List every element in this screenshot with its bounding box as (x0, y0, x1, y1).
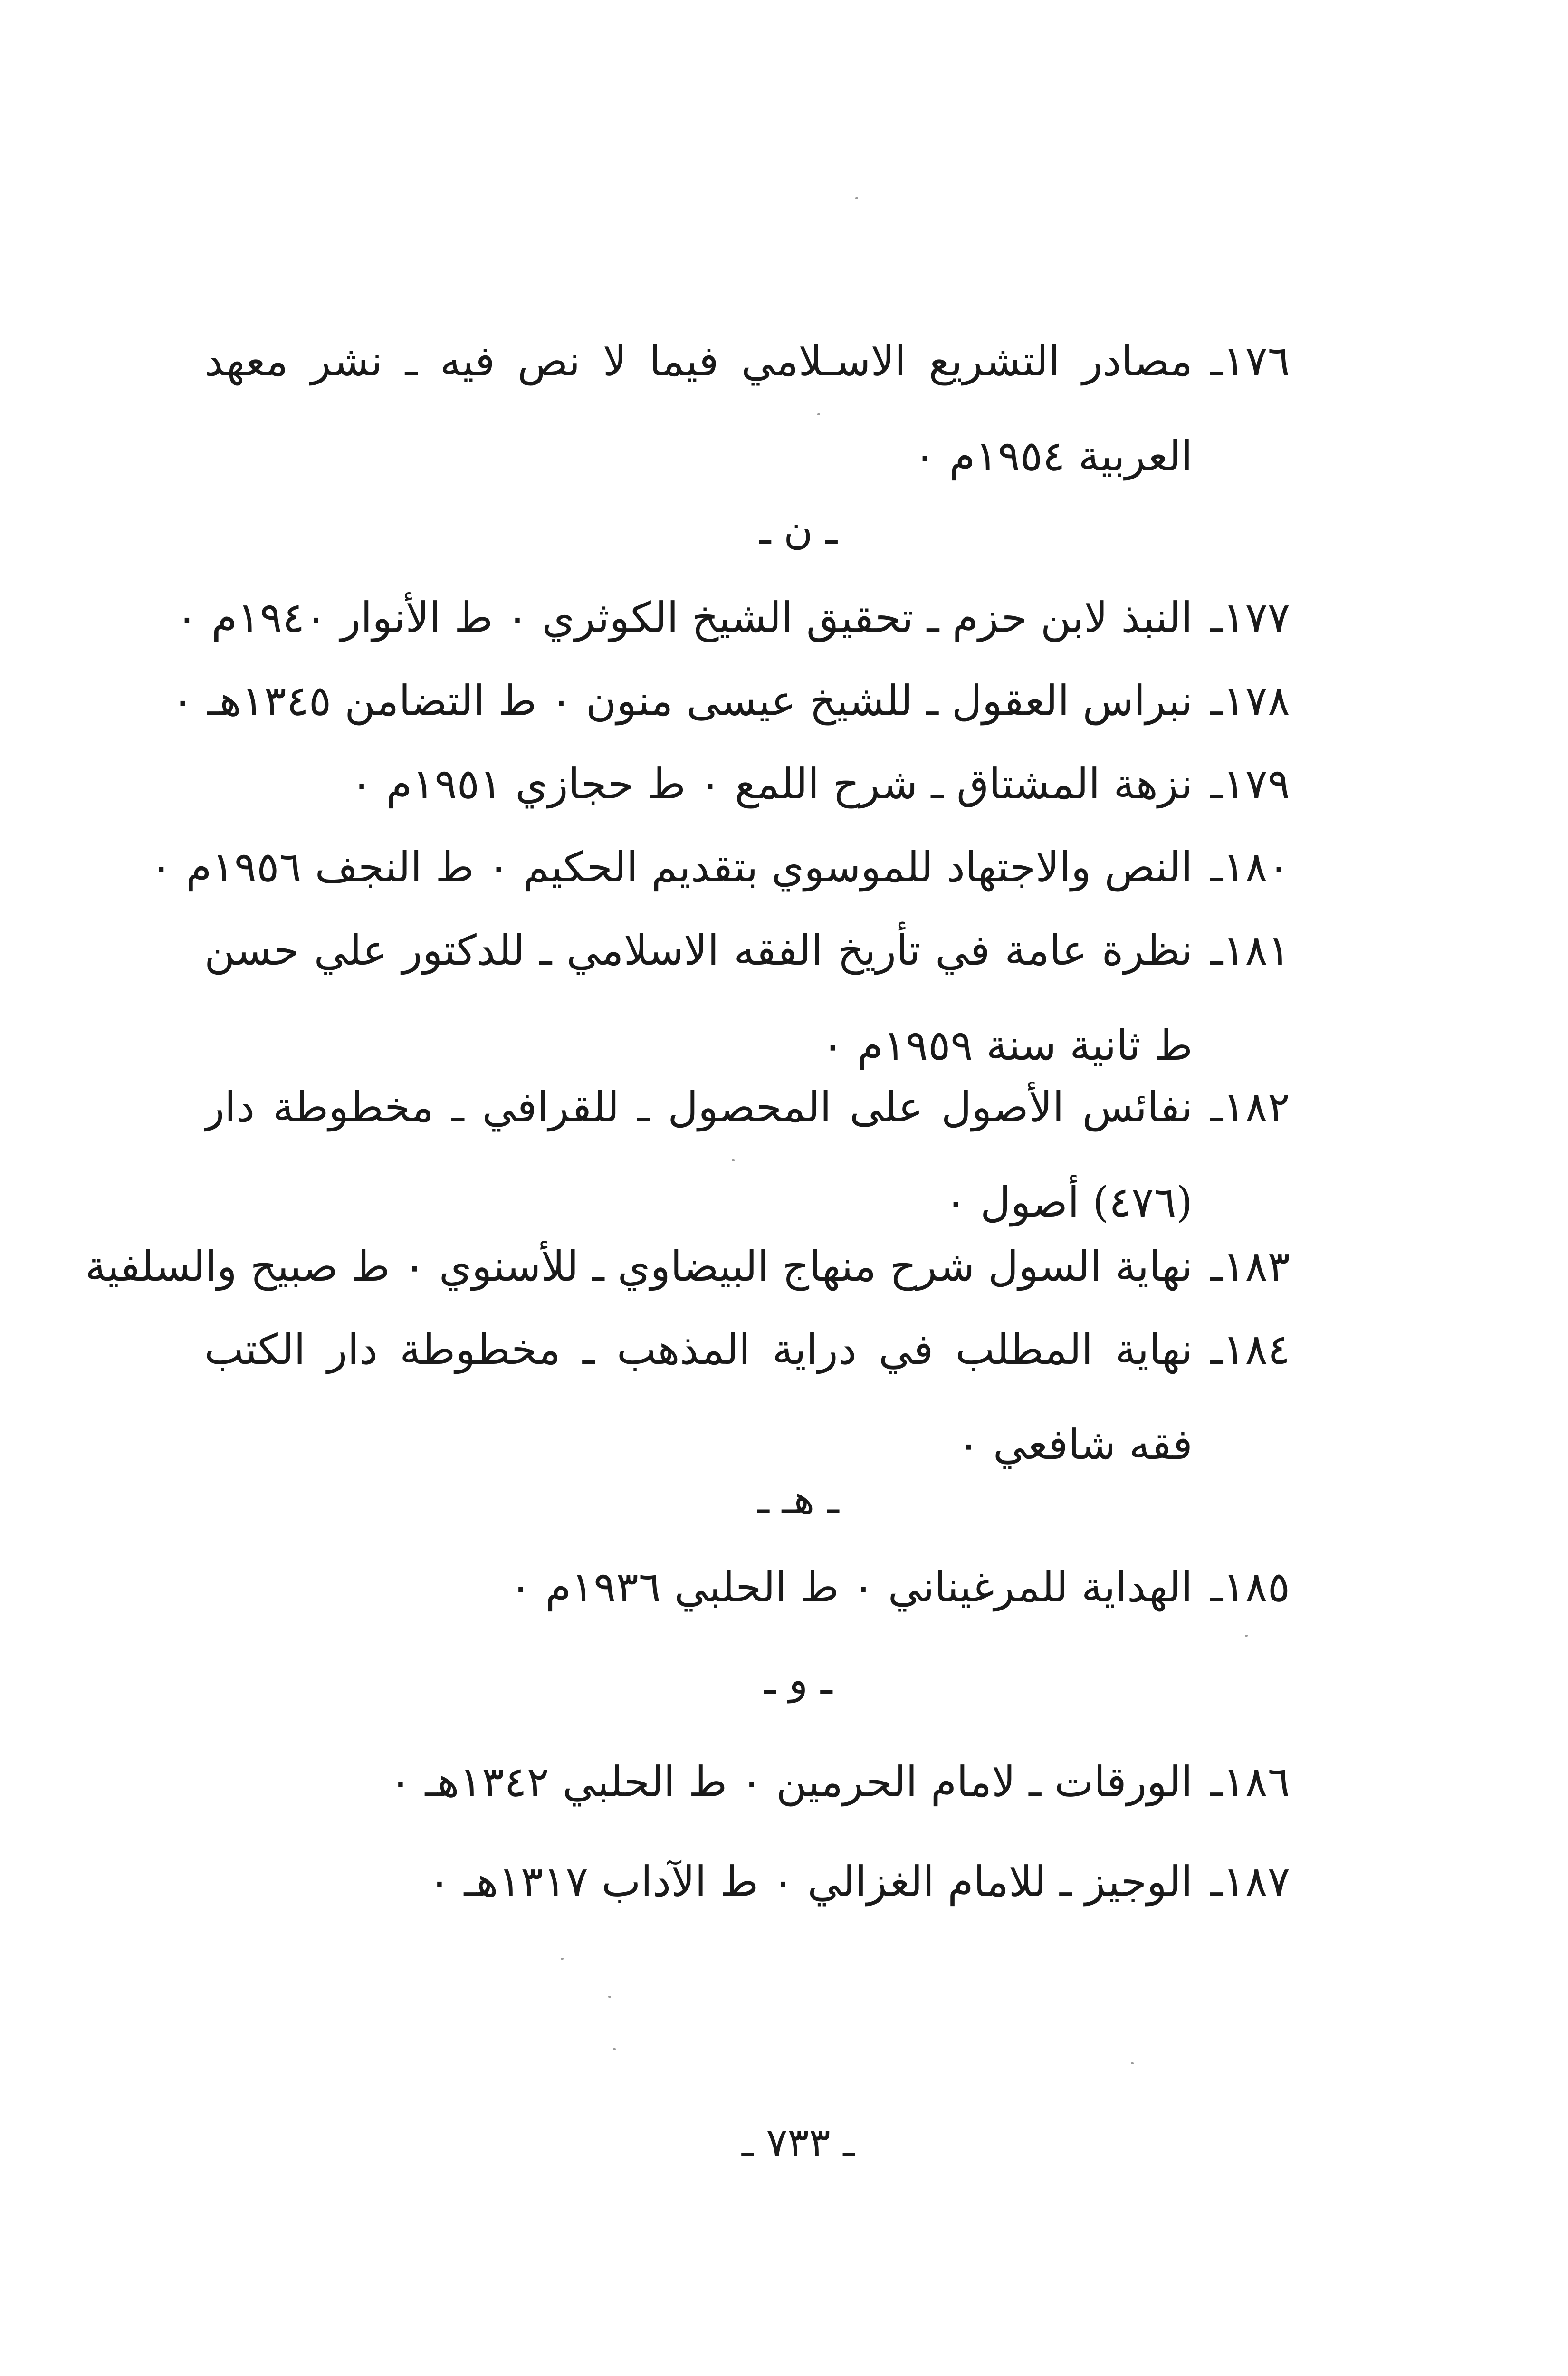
entry-text: الورقات ـ لامام الحرمين ٠ ط الحلبي ١٣٤٢هـ ٠ (389, 1757, 1193, 1806)
entry-text: مصادر التشريع الاسـلامي فيما لا نص فيه ـ نشر معهد (204, 336, 1193, 385)
scan-speck (1131, 2062, 1134, 2064)
entry-number: ١٧٧ـ (1210, 593, 1290, 642)
entry-text: النبذ لابن حزم ـ تحقيق الشيخ الكوثري ٠ ط الأنوار ١٩٤٠م ٠ (175, 593, 1193, 642)
bibliography-entry-186 (204, 1734, 1290, 1830)
bibliography-entry-179 (204, 737, 1290, 832)
entry-number: ١٨٤ـ (1210, 1325, 1290, 1374)
scan-speck (613, 2048, 616, 2050)
entry-line (204, 1302, 1290, 1397)
bibliography-entry-177 (175, 570, 1290, 665)
section-heading-waw: ـ و ـ (764, 1657, 832, 1703)
entry-text: نهاية المطلب في دراية المذهب ـ مخطوطة دار الكتب (204, 1325, 1193, 1374)
entry-line (175, 570, 1290, 665)
section-heading-ha: ـ هـ ـ (757, 1476, 839, 1523)
entry-line (171, 653, 1290, 748)
entry-line (204, 903, 1290, 998)
entry-number: ١٨٥ـ (1210, 1562, 1290, 1611)
entry-continuation: ط ثانية سنة ١٩٥٩م ٠ (821, 1021, 1193, 1070)
section-heading-nun: ـ ن ـ (759, 507, 838, 553)
entry-continuation: (٤٧٦) أصول ٠ (944, 1178, 1193, 1226)
bibliography-entry-185 (204, 1540, 1290, 1635)
entry-line (85, 1219, 1290, 1314)
entry-number: ١٨٣ـ (1210, 1242, 1290, 1291)
entry-number: ١٨٧ـ (1210, 1857, 1290, 1906)
entry-number: ١٨٢ـ (1210, 1083, 1290, 1131)
entry-number: ١٧٦ـ (1210, 336, 1290, 385)
entry-line (204, 737, 1290, 832)
entry-number: ١٨٠ـ (1210, 843, 1290, 891)
entry-text: نظرة عامة في تأريخ الفقه الاسلامي ـ للدكتور علي حسن (204, 926, 1193, 975)
scan-speck (855, 197, 858, 199)
entry-continuation: العربية ١٩٥٤م ٠ (913, 431, 1193, 480)
scan-speck (732, 1159, 735, 1161)
scan-speck (561, 1958, 564, 1960)
page-number: ـ ٧٣٣ ـ (742, 2119, 855, 2166)
entry-text: النص والاجتهاد للموسوي بتقديم الحكيم ٠ ط النجف ١٩٥٦م ٠ (150, 843, 1193, 891)
scan-speck (608, 1996, 611, 1998)
entry-text: الوجيز ـ للامام الغزالي ٠ ط الآداب ١٣١٧هـ ٠ (428, 1857, 1193, 1906)
entry-text: نهاية السول شرح منهاج البيضاوي ـ للأسنوي ٠ ط صبيح والسلفية (85, 1242, 1193, 1291)
entry-text: نبراس العقول ـ للشيخ عيسى منون ٠ ط التضامن ١٣٤٥هـ ٠ (171, 676, 1193, 725)
scan-speck (1245, 1635, 1248, 1637)
entry-text: الهداية للمرغيناني ٠ ط الحلبي ١٩٣٦م ٠ (509, 1562, 1193, 1611)
entry-number: ١٧٩ـ (1210, 759, 1290, 808)
bibliography-entry-176 (204, 314, 1290, 504)
entry-text: نزهة المشتاق ـ شرح اللمع ٠ ط حجازي ١٩٥١م ٠ (350, 759, 1193, 808)
entry-number: ١٨٦ـ (1210, 1757, 1290, 1806)
entry-line (150, 820, 1290, 915)
entry-number: ١٨١ـ (1210, 926, 1290, 975)
entry-number: ١٧٨ـ (1210, 676, 1290, 725)
entry-continuation: فقه شافعي ٠ (957, 1420, 1193, 1469)
bibliography-entry-180 (150, 820, 1290, 915)
bibliography-entry-178 (171, 653, 1290, 748)
entry-line (204, 1540, 1290, 1635)
entry-line (204, 314, 1290, 409)
entry-line (204, 1060, 1290, 1155)
entry-line (204, 1834, 1290, 1929)
entry-text: نفائس الأصول على المحصول ـ للقرافي ـ مخطوطة دار (204, 1083, 1193, 1131)
entry-line (204, 1734, 1290, 1830)
bibliography-entry-183 (85, 1219, 1290, 1314)
bibliography-entry-187 (204, 1834, 1290, 1929)
scan-speck (817, 413, 820, 415)
